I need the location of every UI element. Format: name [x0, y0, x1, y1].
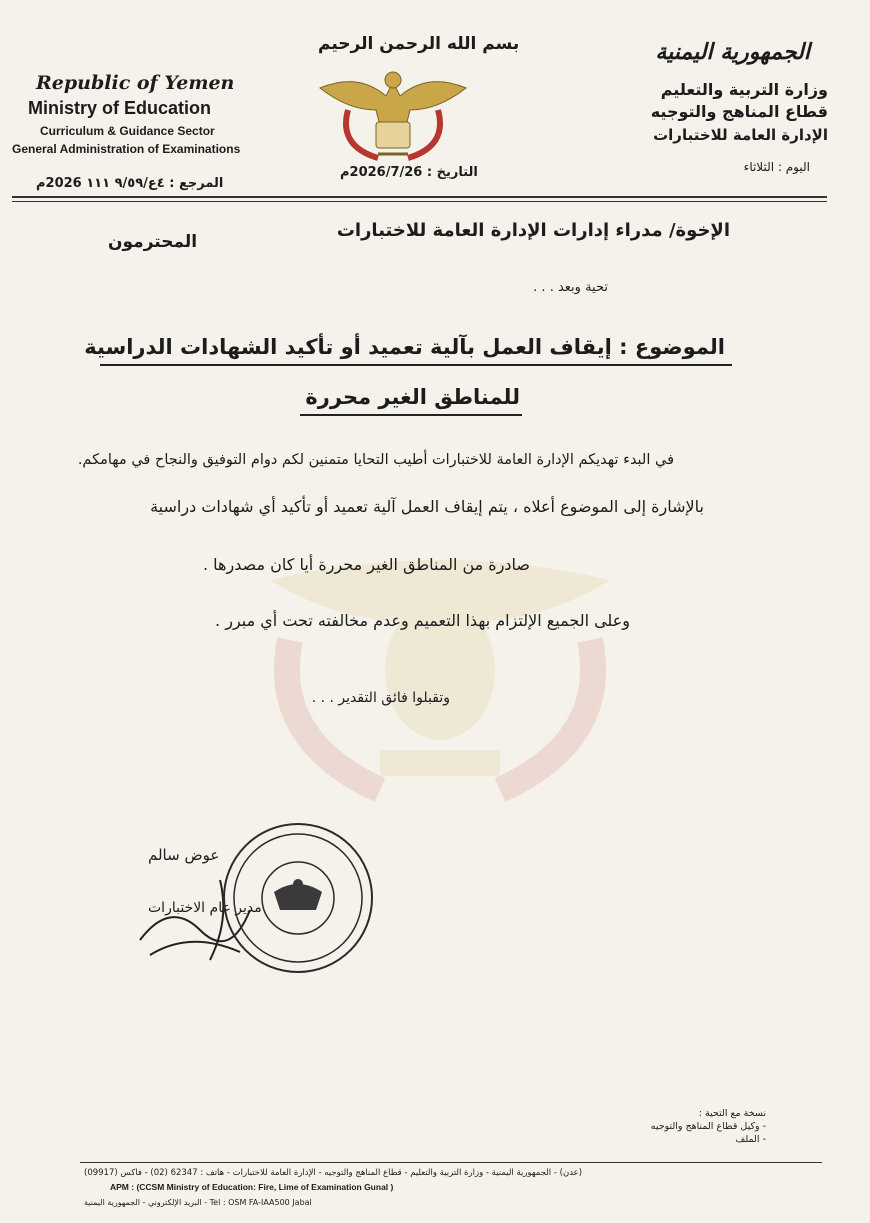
- greeting: تحية وبعد . . .: [533, 280, 608, 295]
- paragraph-3: وعلى الجميع الإلتزام بهذا التعميم وعدم مخالفته تحت أي مبرر .: [215, 611, 630, 630]
- ar-ministry: وزارة التربية والتعليم: [660, 80, 828, 99]
- respected: المحترمون: [108, 232, 198, 252]
- ar-admin: الإدارة العامة للاختبارات: [653, 126, 828, 144]
- cc-title: نسخة مع التحية :: [698, 1108, 766, 1119]
- en-ministry: Ministry of Education: [28, 98, 212, 118]
- signatory-title: مدير عام الاختبارات: [148, 900, 262, 916]
- signatory-name: عوض سالم: [148, 846, 220, 864]
- header-divider-thin: [12, 201, 827, 202]
- paragraph-2-line-2: صادرة من المناطق الغير محررة أيا كان مصدرها .: [203, 555, 530, 574]
- ar-republic: الجمهورية اليمنية: [655, 40, 810, 65]
- yemen-eagle-emblem-icon: [318, 66, 468, 166]
- footer-line-3: Tel : OSM FA-IAA500 Jabal - البريد الإلكتروني - الجمهورية اليمنية: [84, 1198, 312, 1207]
- cc-block: [651, 1108, 766, 1146]
- cc-item-1: - وكيل قطاع المناهج والتوجيه: [650, 1120, 766, 1132]
- basmala: بسم الله الرحمن الرحيم: [318, 34, 520, 54]
- en-sector: Curriculum & Guidance Sector: [40, 124, 215, 138]
- document-date: التاريخ : 2026/7/26م: [340, 165, 478, 180]
- official-stamp: [218, 818, 378, 978]
- footer-divider: [80, 1162, 822, 1163]
- addressee: الإخوة/ مدراء إدارات الإدارة العامة للاختبارات: [336, 220, 730, 241]
- subject-line-1: الموضوع : إيقاف العمل بآلية تعميد أو تأكيد الشهادات الدراسية: [84, 335, 725, 359]
- subject-line-2: للمناطق الغير محررة: [305, 385, 520, 409]
- cc-item-2: - الملف: [735, 1133, 766, 1145]
- subject-underline-2: [300, 414, 522, 416]
- footer-line-1: (عدن) - الجمهورية اليمنية - وزارة التربية والتعليم - قطاع المناهج والتوجيه - الإدارة العامة للاختبارات - هاتف : 62347 (02) - فاكس (09917): [84, 1168, 583, 1178]
- paragraph-1: في البدء تهديكم الإدارة العامة للاختبارات أطيب التحايا متمنين لكم دوام التوفيق والنجاح في مهامكم.: [77, 452, 674, 468]
- ar-sector: قطاع المناهج والتوجيه: [650, 102, 828, 121]
- en-republic: Republic of Yemen: [36, 72, 235, 94]
- ar-day: اليوم : الثلاثاء: [743, 160, 810, 174]
- subject-underline-1: [100, 364, 732, 366]
- en-admin: General Administration of Examinations: [12, 142, 241, 156]
- watermark-emblem: [230, 500, 650, 820]
- footer-line-2: APM : (CCSM Ministry of Education: Fire, Lime of Examination Gunal ): [110, 1182, 394, 1192]
- paragraph-2-line-1: بالإشارة إلى الموضوع أعلاه ، يتم إيقاف العمل آلية تعميد أو تأكيد أي شهادات دراسية: [150, 497, 704, 516]
- reference-number: المرجع : ٤ع/٩/٥٩ ١١١ 2026م: [36, 176, 224, 191]
- header-divider: [12, 196, 827, 198]
- closing: وتقبلوا فائق التقدير . . .: [311, 690, 450, 706]
